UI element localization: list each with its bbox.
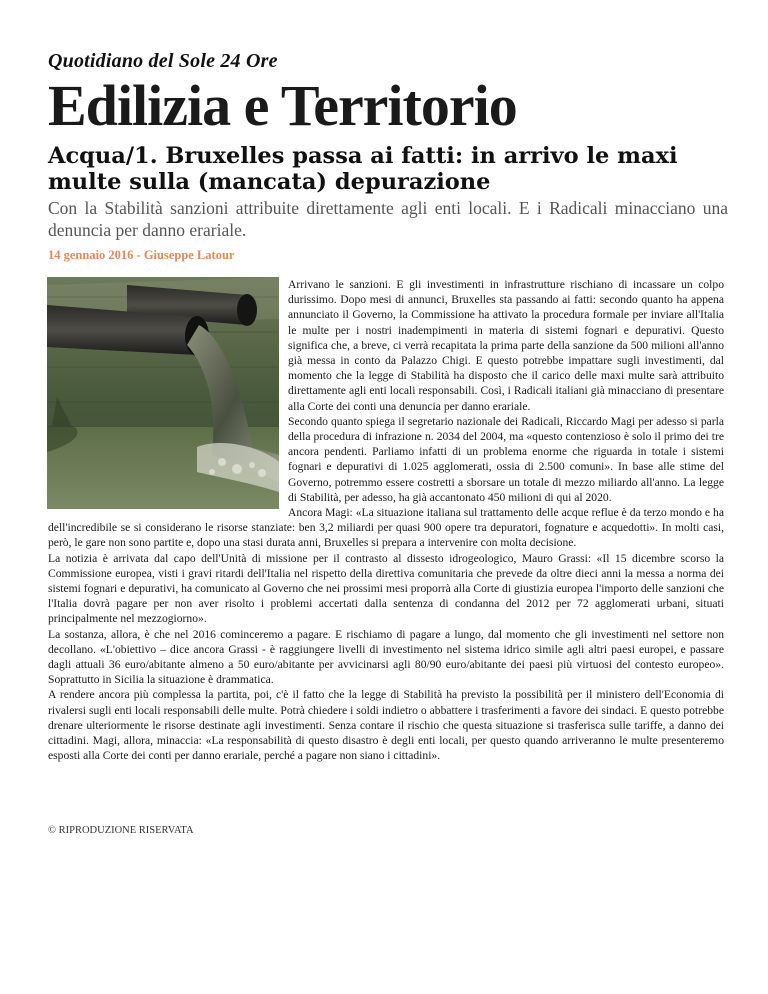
article-byline: 14 gennaio 2016 - Giuseppe Latour	[48, 248, 235, 262]
masthead-kicker: Quotidiano del Sole 24 Ore	[48, 50, 278, 72]
article-headline: Acqua/1. Bruxelles passa ai fatti: in arrivo le maxi multe sulla (mancata) depurazione	[48, 143, 678, 195]
article-subhead: Con la Stabilità sanzioni attribuite direttamente agli enti locali. E i Radicali minacciano una denuncia per danno erariale.	[48, 198, 728, 240]
copyright-notice: © RIPRODUZIONE RISERVATA	[48, 825, 194, 836]
masthead	[48, 50, 728, 136]
article-paragraph-4: La notizia è arrivata dal capo dell'Unità di missione per il contrasto al dissesto idrogeologico, Mauro Grassi: «Il 15 dicembre scorso la Commissione europea, visti i gravi ritardi dell'Italia nel rispetto della direttiva comunitaria che prevede da oltre dieci anni la messa a norma dei sistemi fognari e depurativi, ha comunicato al Governo che nei prossimi mesi proporrà alla Corte di giustizia europea l'importo delle sanzioni che l'Italia dovrà pagare per non aver risolto i problemi accertati dalla sentenza di condanna del 2012 per 72 agglomerati urbani, situati principalmente nel mezzogiorno».	[48, 551, 724, 626]
article-paragraph-1: Arrivano le sanzioni. E gli investimenti in infrastrutture rischiano di incassare un colpo durissimo. Dopo mesi di annunci, Bruxelles sta passando ai fatti: secondo quanto ha appena annunciato il Governo, la Commissione ha attivato la procedura formale per inviare all'Italia le multe per i nostri inadempimenti in materia di sistemi fognari e depurativi. Questo significa che, a breve, ci verrà recapitata la prima parte della sanzione da 500 milioni all'anno già messa in conto da Palazzo Chigi. E questo potrebbe impattare sugli investimenti, dal momento che la legge di Stabilità ha disposto che il carico delle maxi multe sarà attribuito direttamente agli enti locali responsabili. Così, i Radicali italiani già minacciano di presentare alla Corte dei conti una denuncia per danno erariale.	[288, 278, 724, 413]
article-photo	[47, 277, 279, 509]
article-body	[48, 277, 724, 764]
article-paragraph-3: Ancora Magi: «La situazione italiana sul trattamento delle acque reflue è da terzo mondo e ha dell'incredibile se si considerano le risorse stanziate: ben 3,2 miliardi per quasi 900 opere tra depuratori, fognature e acquedotti». In molti casi, però, le gare non sono partite e, dopo una stasi durata anni, Bruxelles si prepara a intervenire con molta decisione.	[48, 506, 724, 550]
article-paragraph-2: Secondo quanto spiega il segretario nazionale dei Radicali, Riccardo Magi per adesso si parla della procedura di infrazione n. 2034 del 2004, ma «questo contenzioso è solo il primo dei tre ancora pendenti. Parliamo infatti di un problema enorme che riguarda in totale i sistemi fognari e depurativi di 1.025 agglomerati, ossia di 2.500 comuni». In base alle stime del Governo, potremmo essere costretti a sborsare un totale di mezzo miliardo all'anno. La legge di Stabilità, per adesso, ha già accantonato 450 milioni di qui al 2020.	[288, 414, 724, 504]
article-paragraph-6: A rendere ancora più complessa la partita, poi, c'è il fatto che la legge di Stabilità ha previsto la possibilità per il ministero dell'Economia di rivalersi sugli enti locali responsabili delle multe. Potrà chiedere i soldi indietro o abbattere i trasferimenti a favore dei sindaci. E questo potrebbe drenare ulteriormente le risorse destinate agli investimenti. Senza contare il rischio che questa situazione si trasferisca sulle tariffe, a danno dei cittadini. Magi, allora, minaccia: «La responsabilità di questo disastro è degli enti locali, per questo quando arriveranno le multe presenteremo esposti alla Corte dei conti per danno erariale, perché a pagare non siano i cittadini».	[48, 688, 724, 763]
article-paragraph-5: La sostanza, allora, è che nel 2016 cominceremo a pagare. E rischiamo di pagare a lungo, dal momento che gli investimenti nel settore non decollano. «L'obiettivo – dice ancora Grassi - è raggiungere livelli di investimento nel sistema idrico simile agli altri paesi europei, e passare dagli attuali 36 euro/abitante almeno a 50 euro/abitante per avvicinarsi agli 80/90 euro/abitante dei paesi più virtuosi del contesto europeo». Soprattutto in Sicilia la situazione è drammatica.	[48, 627, 724, 687]
masthead-brand: Edilizia e Territorio	[48, 73, 517, 138]
